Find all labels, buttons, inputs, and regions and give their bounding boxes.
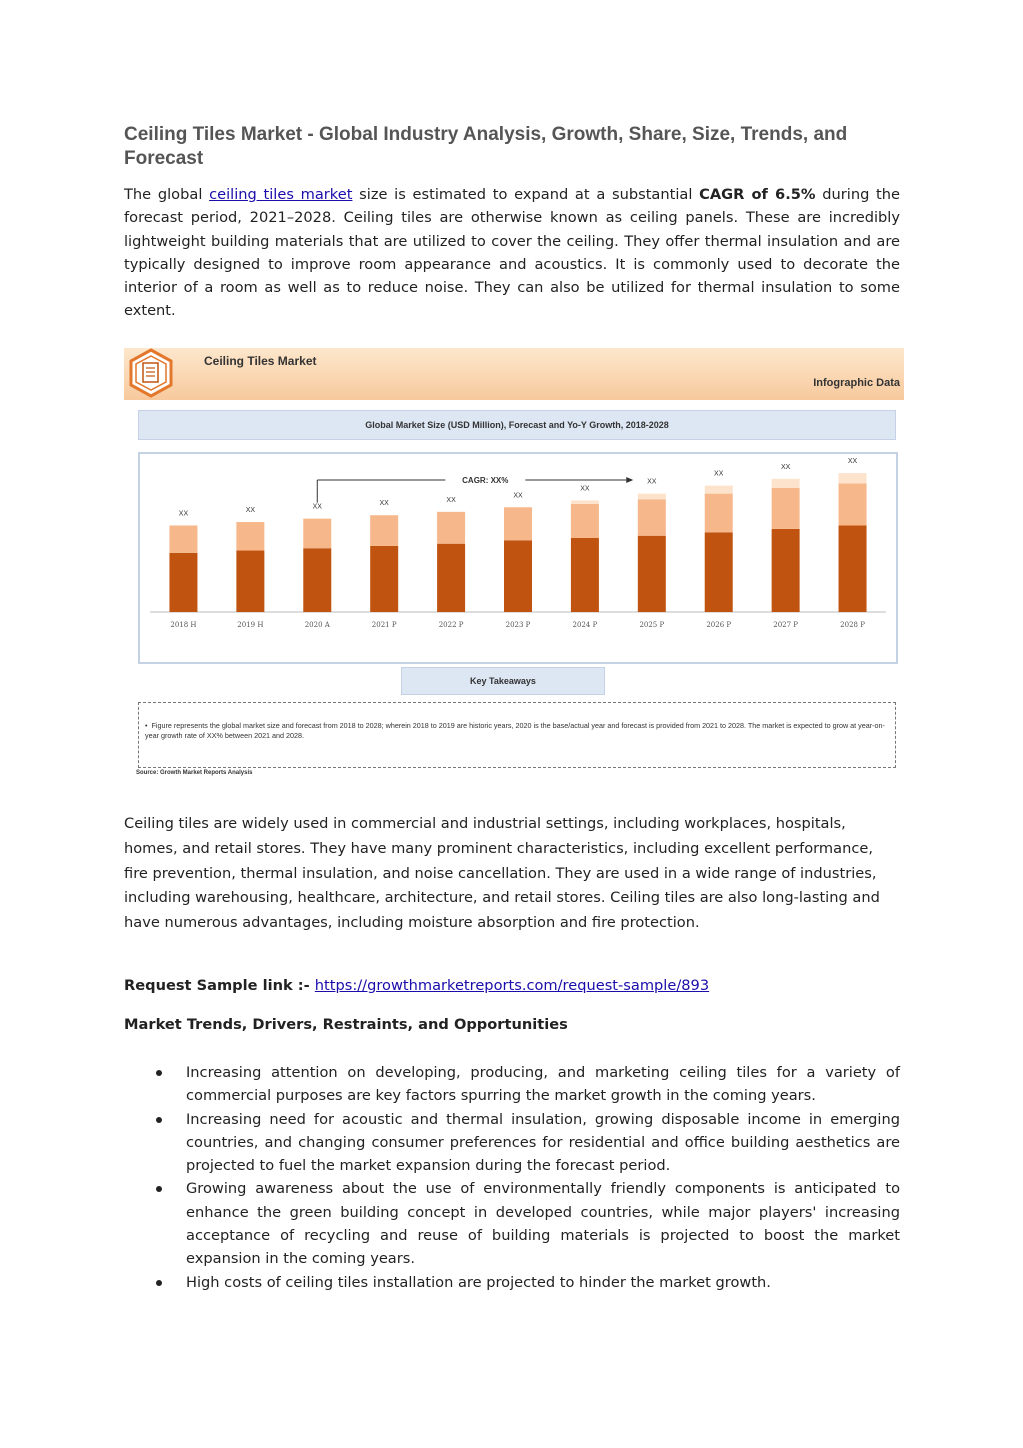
trends-heading: Market Trends, Drivers, Restraints, and Opportunities [124,1016,568,1033]
bar-segment [705,486,733,494]
list-item [124,1108,900,1178]
bar-value-label: XX [780,463,791,471]
x-tick-label: 2025 P [639,621,665,629]
bar-segment [638,499,666,535]
ceiling-tiles-market-link[interactable]: ceiling tiles market [209,186,353,203]
intro-paragraph [124,183,900,323]
cagr-annotation: CAGR: XX% [462,476,509,485]
bar-value-label: XX [714,470,724,478]
bar-value-label: XX [580,485,590,493]
bar-segment [303,519,331,549]
key-takeaways-box [138,702,896,768]
x-tick-label: 2027 P [773,621,799,629]
bullet-icon [156,1186,162,1192]
bar-segment [638,494,666,500]
document-title: Ceiling Tiles Market - Global Industry Analysis, Growth, Share, Size, Trends, and Forecast [124,124,848,169]
bar-value-label: XX [647,478,657,486]
x-tick-label: 2023 P [505,621,531,629]
bar-segment [772,529,800,612]
market-size-bar-chart [140,454,896,662]
bar-value-label: XX [245,507,256,515]
infographic-title: Ceiling Tiles Market [204,354,317,368]
x-tick-label: 2022 P [438,621,464,629]
list-item-text: Increasing need for acoustic and thermal insulation, growing disposable income in emerging countries, and changing consumer preferences for residential and office building aesthetics are projected to fuel the market expansion during the forecast period. [186,1110,900,1175]
key-takeaway-note-text: Figure represents the global market size and forecast from 2018 to 2028; wherein 2018 to 2019 are historic years, 2020 is the base/actual year and forecast is provided from 2021 to 2028. The market is expected to grow at year-on-year growth rate of XX% between 2021 and 2028. [145,721,885,740]
bar-segment [571,500,599,503]
bullet-icon [156,1280,162,1286]
list-item-text: High costs of ceiling tiles installation are projected to hinder the market growth. [186,1273,771,1291]
cagr-highlight: CAGR of 6.5% [699,186,816,203]
bar-segment [571,538,599,612]
bar-segment [370,546,398,612]
bar-segment [839,525,867,612]
list-item [124,1061,900,1108]
infographic [124,346,904,786]
bar-value-label: XX [513,492,523,500]
list-item [124,1271,900,1294]
intro-text-3: during the forecast period, 2021–2028. Ceiling tiles are otherwise known as ceiling panels. These are incredibly lightweight building materials that are utilized to cover the ceiling. They offer thermal insulation and are typically designed to improve room appearance and acoustics. It is commonly used to decorate the interior of a room as well as to reduce noise. They can also be utilized for thermal insulation to some extent. [124,186,901,320]
bar-segment [236,522,264,550]
chart-source: Source: Growth Market Reports Analysis [136,770,253,776]
chart-container [138,452,898,664]
key-takeaway-note: • Figure represents the global market size and forecast from 2018 to 2028; wherein 2018 to 2019 are historic years, 2020 is the base/actual year and forecast is provided from 2021 to 2028. The market is expected to grow at year-on-year growth rate of XX% between 2021 and 2028. [145,721,885,740]
bar-segment [370,515,398,546]
request-sample-line [124,974,900,997]
trends-list [124,1061,900,1294]
bar-segment [504,540,532,612]
bar-segment [839,483,867,525]
bar-segment [772,488,800,529]
bar-segment [303,548,331,612]
bar-segment [236,551,264,612]
infographic-subtitle: Infographic Data [813,377,900,389]
bar-segment [169,525,197,552]
bar-value-label: XX [379,500,389,508]
bullet-icon [156,1117,162,1123]
x-tick-label: 2018 H [170,621,197,629]
usage-paragraph: Ceiling tiles are widely used in commercial and industrial settings, including workplaces, hospitals, homes, and retail stores. They have many prominent characteristics, including excellent performance, fire prevention, thermal insulation, and noise cancellation. They are used in a wide range of industries, including warehousing, healthcare, architecture, and retail stores. Ceiling tiles are also long-lasting and have numerous advantages, including moisture absorption and fire protection. [124,815,880,932]
bar-segment [169,553,197,612]
x-tick-label: 2026 P [706,621,732,629]
x-tick-label: 2024 P [572,621,598,629]
bar-segment [638,536,666,612]
cagr-arrow-icon [626,477,633,483]
bar-segment [705,494,733,533]
bar-segment [504,507,532,540]
intro-text-2: size is estimated to expand at a substantial [352,186,700,203]
bar-segment [437,544,465,612]
list-item [124,1177,900,1270]
request-sample-link[interactable]: https://growthmarketreports.com/request-sample/893 [314,977,710,994]
x-tick-label: 2019 H [237,621,264,629]
bar-value-label: XX [312,503,322,511]
chart-heading: Global Market Size (USD Million), Forecast and Yo-Y Growth, 2018-2028 [138,410,896,440]
x-tick-label: 2021 P [371,621,397,629]
report-document-icon [126,348,176,398]
bullet-icon [156,1070,162,1076]
infographic-header [124,348,904,400]
key-takeaways-heading: Key Takeaways [401,667,605,695]
bar-segment [772,479,800,488]
bar-value-label: XX [847,458,858,466]
bar-segment [705,532,733,612]
bar-value-label: XX [178,510,189,518]
list-item-text: Increasing attention on developing, producing, and marketing ceiling tiles for a variety of commercial purposes are key factors spurring the market growth in the coming years. [186,1064,900,1105]
intro-text-1: The global [124,186,210,203]
request-sample-label: Request Sample link :- [124,977,315,994]
x-tick-label: 2028 P [840,621,865,629]
bar-value-label: XX [446,496,456,504]
bar-segment [437,512,465,544]
x-tick-label: 2020 A [304,621,330,629]
list-item-text: Growing awareness about the use of environmentally friendly components is anticipated to enhance the green building concept in developed countries, while major players' increasing acceptance of recycling and reuse of building materials is projected to boost the market expansion in the coming years. [186,1180,900,1268]
bar-segment [571,504,599,538]
bar-segment [839,473,867,483]
